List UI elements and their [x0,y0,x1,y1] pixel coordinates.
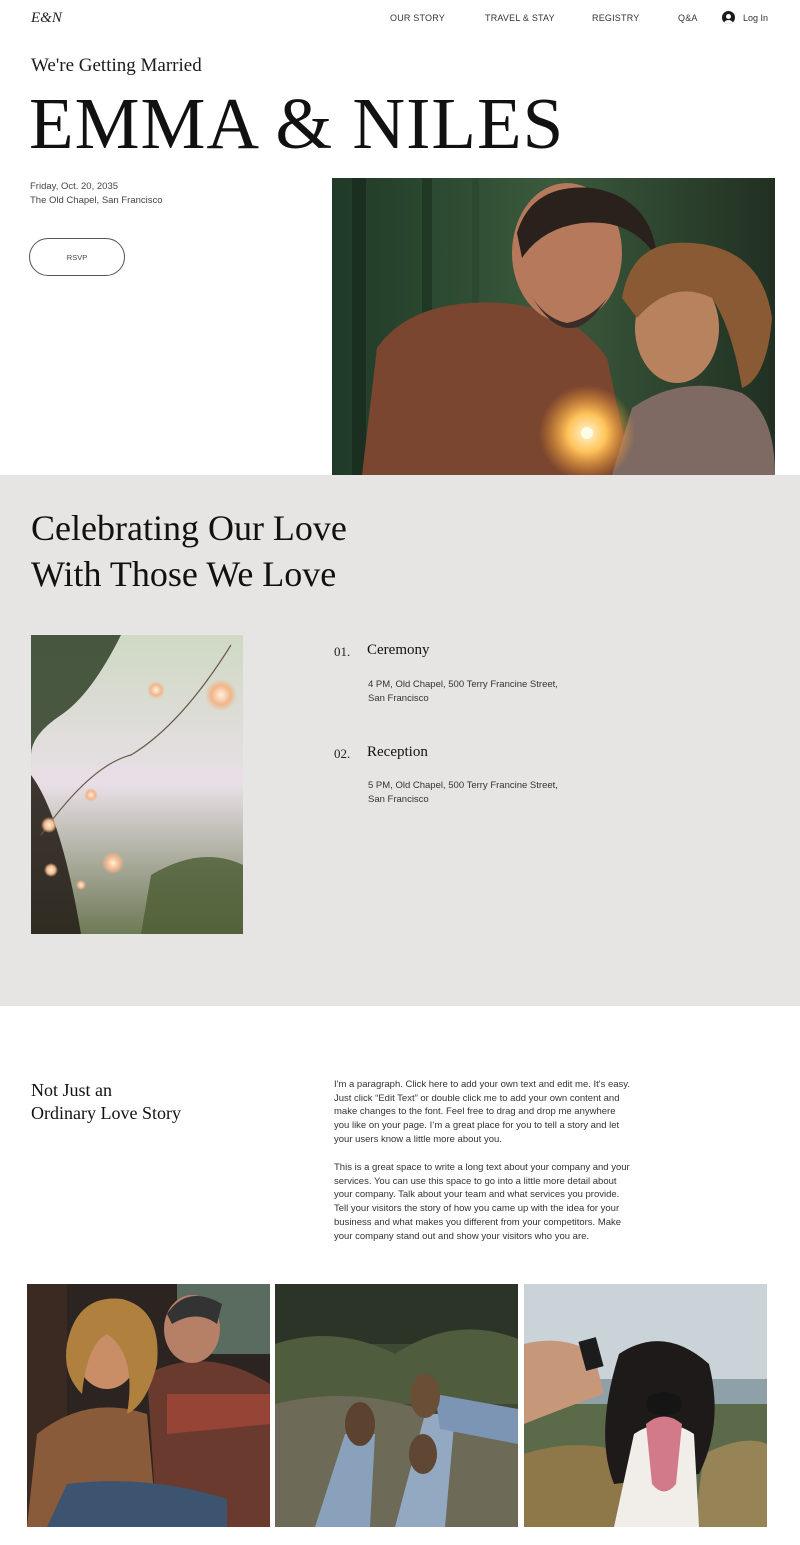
paragraph-line: business and what makes you different from your competitors. Make [334,1216,622,1228]
event-detail-reception [368,779,588,807]
crossed-legs-illustration [275,1284,518,1527]
paragraph-line: Just click “Edit Text” or double click me to add your own content and [334,1092,620,1104]
nav-travel-stay[interactable]: TRAVEL & STAY [485,13,555,23]
story-heading-line1: Not Just an [31,1080,112,1100]
event-detail-ceremony [368,678,588,706]
story-heading-line2: Ordinary Love Story [31,1103,181,1123]
string-lights-photo [31,635,243,934]
celebration-heading-line1: Celebrating Our Love [31,508,347,548]
wedding-venue: The Old Chapel, San Francisco [30,195,163,206]
event-title-ceremony: Ceremony [367,642,430,658]
nav-qa[interactable]: Q&A [678,13,698,23]
event-detail-line: San Francisco [368,693,429,704]
couple-names-heading: EMMA & NILES [29,83,565,164]
login-button[interactable] [722,11,768,24]
event-detail-line: 4 PM, Old Chapel, 500 Terry Francine Street, [368,679,558,690]
event-number: 01. [334,644,351,659]
site-logo[interactable]: E&N [31,10,62,26]
paragraph-line: your users know a little more about you. [334,1133,502,1145]
dog-illustration [524,1284,767,1527]
hero-tagline: We're Getting Married [31,55,202,76]
celebration-heading [31,505,347,597]
rsvp-button[interactable]: RSVP [29,238,125,276]
paragraph-line: I'm a paragraph. Click here to add your own text and edit me. It's easy. [334,1079,630,1090]
couple-sparkler-illustration [332,178,775,475]
paragraph-line: you like on your page. I’m a great place for you to tell a story and let [334,1120,620,1132]
celebration-heading-line2: With Those We Love [31,554,337,594]
gallery-photo-couple-sitting [27,1284,270,1527]
paragraph-line: This is a great space to write a long text about your company and your [334,1162,630,1173]
gallery-photo-dog [524,1284,767,1527]
login-label: Log In [743,12,769,23]
paragraph-line: make changes to the font. Feel free to drag and drop me anywhere [334,1106,616,1118]
paragraph-line: services. You can use this space to go into a little more detail about [334,1175,617,1187]
event-title-reception: Reception [367,744,428,760]
story-heading [31,1079,181,1125]
nav-registry[interactable]: REGISTRY [592,13,640,23]
event-number: 02. [334,746,351,761]
wedding-date: Friday, Oct. 20, 2035 [30,181,119,192]
gallery-photo-crossed-legs [275,1284,518,1527]
couple-sparkler-photo [332,178,775,475]
paragraph-line: your company. Talk about your team and what services you provide. [334,1189,620,1201]
couple-sitting-illustration [27,1284,270,1527]
string-lights-illustration [31,635,243,934]
event-detail-line: San Francisco [368,794,429,805]
event-detail-line: 5 PM, Old Chapel, 500 Terry Francine Street, [368,780,558,791]
paragraph-line: your company stand out and show your visitors who you are. [334,1230,590,1242]
user-avatar-icon [722,11,735,24]
paragraph-line: Tell your visitors the story of how you came up with the idea for your [334,1203,620,1215]
story-paragraph-1 [334,1078,644,1147]
nav-our-story[interactable]: OUR STORY [390,13,445,23]
story-paragraph-2 [334,1161,644,1243]
